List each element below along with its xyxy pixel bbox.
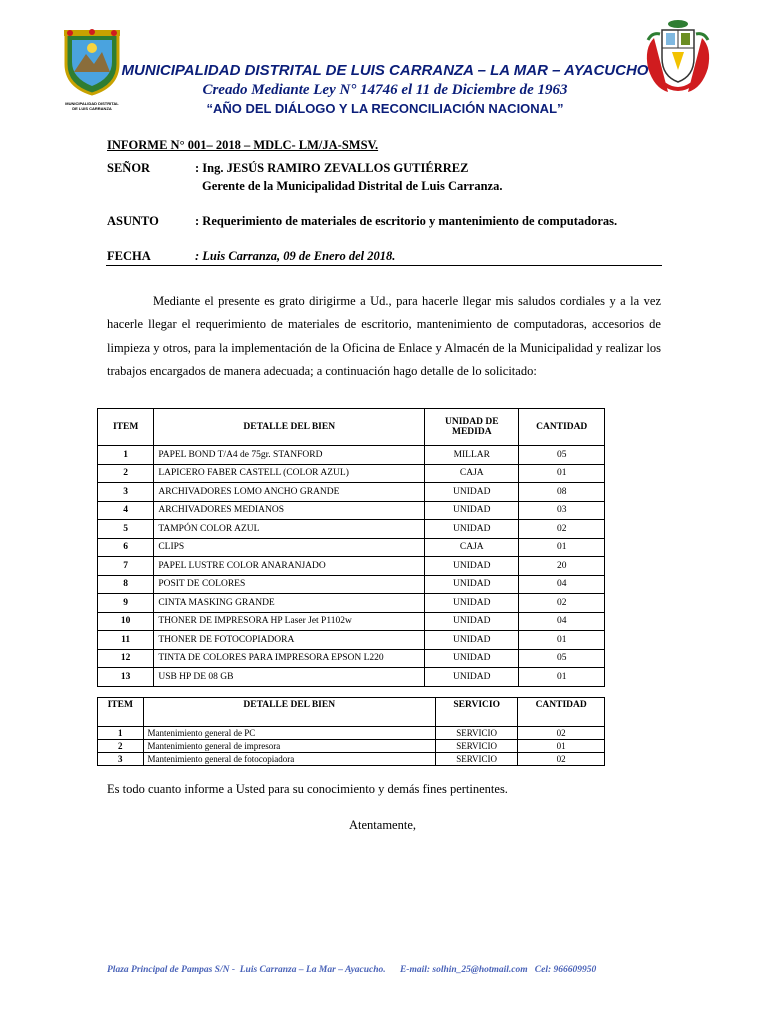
report-number: INFORME N° 001– 2018 – MDLC- LM/JA-SMSV.	[107, 138, 379, 152]
table-header-row	[98, 409, 605, 446]
table-row	[98, 594, 605, 613]
cell-unit: CAJA	[425, 538, 519, 557]
cell-quantity: 02	[519, 594, 605, 613]
creation-law: Creado Mediante Ley N° 14746 el 11 de Diciembre de 1963	[202, 82, 568, 98]
services-table-body	[98, 727, 605, 766]
closing-text: Es todo cuanto informe a Usted para su conocimiento y demás fines pertinentes.	[107, 782, 508, 796]
cell-detail: CINTA MASKING GRANDE	[154, 594, 425, 613]
national-coat-of-arms	[644, 18, 712, 96]
cell-unit: UNIDAD	[425, 501, 519, 520]
footer-address: Plaza Principal de Pampas S/N - Luis Carranza – La Mar – Ayacucho.	[107, 965, 386, 975]
sign-off: Atentamente,	[349, 818, 416, 832]
cell-quantity: 05	[519, 649, 605, 668]
cell-detail: TAMPÓN COLOR AZUL	[154, 520, 425, 539]
header-detail: DETALLE DEL BIEN	[143, 698, 436, 727]
cell-unit: UNIDAD	[425, 575, 519, 594]
cell-item: 10	[98, 612, 154, 631]
cell-unit: UNIDAD	[425, 557, 519, 576]
materials-table	[97, 408, 605, 687]
table-row	[98, 464, 605, 483]
cell-item: 12	[98, 649, 154, 668]
header-divider	[106, 265, 662, 266]
year-motto: “AÑO DEL DIÁLOGO Y LA RECONCILIACIÓN NACIONAL”	[206, 101, 564, 116]
cell-quantity: 02	[519, 520, 605, 539]
subject-label: ASUNTO	[107, 214, 159, 228]
cell-detail: Mantenimiento general de impresora	[143, 740, 436, 753]
cell-item: 3	[98, 753, 144, 766]
cell-item: 13	[98, 668, 154, 687]
cell-item: 8	[98, 575, 154, 594]
table-row	[98, 520, 605, 539]
date-label: FECHA	[107, 249, 151, 263]
cell-unit: MILLAR	[425, 446, 519, 465]
cell-quantity: 02	[518, 727, 605, 740]
table-header-row	[98, 698, 605, 727]
cell-detail: THONER DE FOTOCOPIADORA	[154, 631, 425, 650]
cell-unit: UNIDAD	[425, 668, 519, 687]
cell-detail: Mantenimiento general de PC	[143, 727, 436, 740]
cell-detail: THONER DE IMPRESORA HP Laser Jet P1102w	[154, 612, 425, 631]
header-item: ITEM	[98, 409, 154, 446]
header-quantity: CANTIDAD	[518, 698, 605, 727]
table-row	[98, 501, 605, 520]
header-item: ITEM	[98, 698, 144, 727]
table-row	[98, 649, 605, 668]
cell-item: 3	[98, 483, 154, 502]
cell-detail: ARCHIVADORES MEDIANOS	[154, 501, 425, 520]
cell-unit: UNIDAD	[425, 483, 519, 502]
cell-unit: UNIDAD	[425, 594, 519, 613]
cell-item: 2	[98, 464, 154, 483]
cell-detail: ARCHIVADORES LOMO ANCHO GRANDE	[154, 483, 425, 502]
logo-caption-line-2: DE LUIS CARRANZA	[72, 106, 112, 111]
to-label: SEÑOR	[107, 161, 151, 175]
header-quantity: CANTIDAD	[519, 409, 605, 446]
cell-quantity: 01	[519, 538, 605, 557]
cell-detail: CLIPS	[154, 538, 425, 557]
cell-unit: CAJA	[425, 464, 519, 483]
cell-unit: SERVICIO	[436, 727, 518, 740]
table-row	[98, 612, 605, 631]
logo-caption-line-1: MUNICIPALIDAD DISTRITAL	[65, 101, 119, 106]
cell-quantity: 01	[519, 631, 605, 650]
cell-detail: PAPEL BOND T/A4 de 75gr. STANFORD	[154, 446, 425, 465]
table-row	[98, 483, 605, 502]
table-row	[98, 538, 605, 557]
cell-item: 4	[98, 501, 154, 520]
cell-detail: LAPICERO FABER CASTELL (COLOR AZUL)	[154, 464, 425, 483]
cell-item: 1	[98, 446, 154, 465]
table-row	[98, 740, 605, 753]
cell-item: 1	[98, 727, 144, 740]
header-unit: UNIDAD DE MEDIDA	[425, 409, 519, 446]
cell-unit: UNIDAD	[425, 612, 519, 631]
cell-quantity: 04	[519, 575, 605, 594]
table-row	[98, 631, 605, 650]
cell-quantity: 01	[519, 668, 605, 687]
date: : Luis Carranza, 09 de Enero del 2018.	[195, 249, 396, 263]
cell-detail: USB HP DE 08 GB	[154, 668, 425, 687]
municipality-name: MUNICIPALIDAD DISTRITAL DE LUIS CARRANZA – LA MAR – AYACUCHO	[121, 62, 649, 79]
cell-item: 2	[98, 740, 144, 753]
cell-unit: UNIDAD	[425, 631, 519, 650]
cell-unit: UNIDAD	[425, 520, 519, 539]
cell-item: 6	[98, 538, 154, 557]
cell-quantity: 01	[518, 740, 605, 753]
cell-item: 7	[98, 557, 154, 576]
cell-unit: UNIDAD	[425, 649, 519, 668]
cell-detail: POSIT DE COLORES	[154, 575, 425, 594]
cell-item: 11	[98, 631, 154, 650]
cell-quantity: 02	[518, 753, 605, 766]
services-table	[97, 697, 605, 766]
subject: : Requerimiento de materiales de escritorio y mantenimiento de computadoras.	[195, 214, 618, 228]
table-row	[98, 446, 605, 465]
intro-paragraph	[107, 290, 661, 383]
municipal-coat-of-arms-icon	[60, 28, 124, 96]
to-position: Gerente de la Municipalidad Distrital de Luis Carranza.	[202, 179, 503, 193]
cell-unit: SERVICIO	[436, 740, 518, 753]
cell-quantity: 04	[519, 612, 605, 631]
to-name: : Ing. JESÚS RAMIRO ZEVALLOS GUTIÉRREZ	[195, 161, 469, 175]
cell-item: 5	[98, 520, 154, 539]
cell-quantity: 01	[519, 464, 605, 483]
table-row	[98, 668, 605, 687]
cell-quantity: 05	[519, 446, 605, 465]
footer-phone: Cel: 966609950	[534, 965, 597, 975]
cell-quantity: 20	[519, 557, 605, 576]
cell-detail: PAPEL LUSTRE COLOR ANARANJADO	[154, 557, 425, 576]
cell-quantity: 03	[519, 501, 605, 520]
municipal-logo	[60, 28, 124, 111]
peru-coat-of-arms-icon	[644, 18, 712, 96]
cell-unit: SERVICIO	[436, 753, 518, 766]
footer	[107, 965, 596, 975]
cell-item: 9	[98, 594, 154, 613]
materials-table-body	[98, 446, 605, 687]
cell-quantity: 08	[519, 483, 605, 502]
footer-email: E-mail: solhin_25@hotmail.com	[399, 965, 528, 975]
header-detail: DETALLE DEL BIEN	[154, 409, 425, 446]
header-service: SERVICIO	[436, 698, 518, 727]
table-row	[98, 557, 605, 576]
cell-detail: TINTA DE COLORES PARA IMPRESORA EPSON L220	[154, 649, 425, 668]
table-row	[98, 753, 605, 766]
table-row	[98, 727, 605, 740]
table-row	[98, 575, 605, 594]
intro-paragraph-text: Mediante el presente es grato dirigirme a Ud., para hacerle llegar mis saludos cordiales y a la vez hacerle llegar el requerimiento de materiales de escritorio, mantenimiento de computadoras, accesorios de limpieza y otros, para la implementación de la Oficina de Enlace y Almacén de la Municipalidad y realizar los trabajos encargados de manera adecuada; a continuación hago detalle de lo solicitado:	[107, 294, 661, 378]
cell-detail: Mantenimiento general de fotocopiadora	[143, 753, 436, 766]
